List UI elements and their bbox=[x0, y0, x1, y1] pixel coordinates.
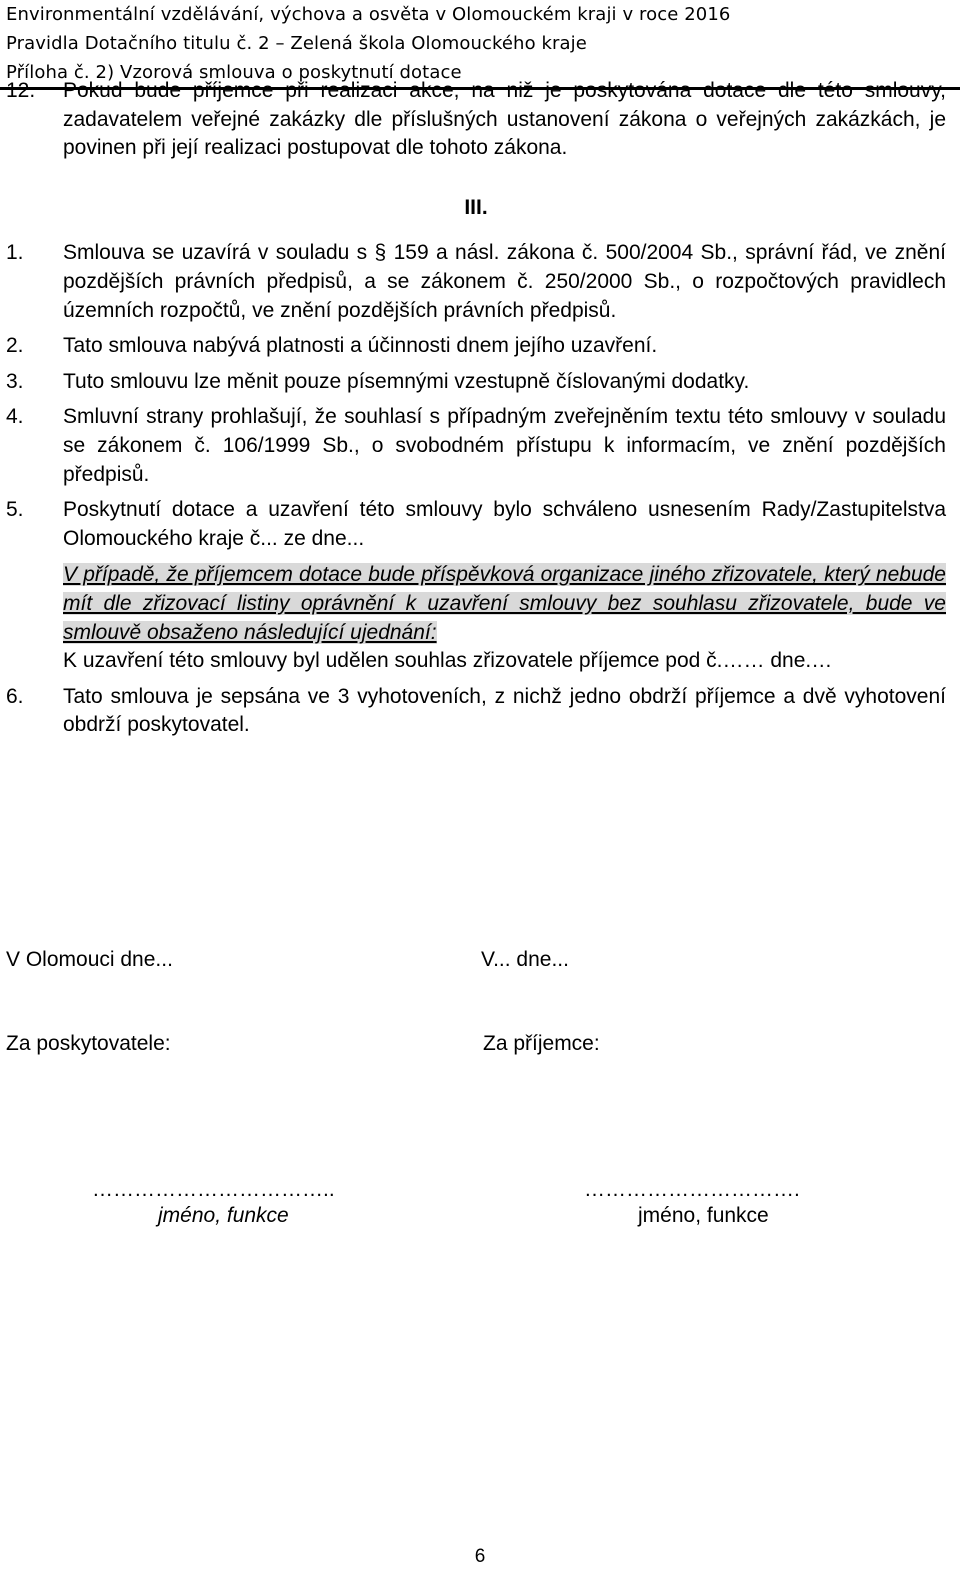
place-date-right: V... dne... bbox=[481, 948, 569, 971]
paragraph-2 bbox=[6, 332, 946, 361]
paragraph-number: 4. bbox=[6, 405, 24, 429]
signature-block bbox=[6, 946, 946, 1231]
paragraph-text: Smlouva se uzavírá v souladu s § 159 a násl. zákona č. 500/2004 Sb., správní řád, ve znění pozdějších právních předpisů, a se zákonem č. 250/2000 Sb., o rozpočtových pravidlech územních rozpočtů, ve znění pozdějších právních předpisů. bbox=[63, 241, 946, 322]
paragraph-text: Tato smlouva nabývá platnosti a účinnosti dnem jejího uzavření. bbox=[63, 334, 658, 358]
header-line-2: Pravidla Dotačního titulu č. 2 – Zelená škola Olomouckého kraje bbox=[6, 33, 587, 54]
paragraph-4 bbox=[6, 403, 946, 489]
paragraph-number: 12. bbox=[6, 79, 36, 102]
party-left: Za poskytovatele: bbox=[6, 1032, 171, 1055]
paragraph-text: Pokud bude příjemce při realizaci akce, na niž je poskytována dotace dle této smlouvy, zadavatelem veřejné zakázky dle příslušných ustanovení zákona o veřejných zakázkách, je povinen při její realizaci postupovat dle tohoto zákona. bbox=[63, 79, 946, 160]
party-row bbox=[6, 1030, 946, 1059]
paragraph-number: 3. bbox=[6, 369, 24, 393]
highlighted-instruction: V případě, že příjemcem dotace bude příspěvková organizace jiného zřizovatele, který nebude mít dle zřizovací listiny oprávnění k uzavření smlouvy bez souhlasu zřizovatele, bude ve smlouvě obsaženo následující ujednání: bbox=[63, 563, 946, 644]
signature-role-left: jméno, funkce bbox=[158, 1204, 289, 1227]
paragraph-1 bbox=[6, 239, 946, 325]
consent-clause: K uzavření této smlouvy byl udělen souhlas zřizovatele příjemce pod č.…… dne.… bbox=[63, 649, 833, 673]
signature-lines-row bbox=[6, 1176, 946, 1205]
paragraph-6 bbox=[6, 683, 946, 740]
signature-role-row bbox=[6, 1202, 946, 1231]
signature-line-right: …………………………. bbox=[584, 1178, 800, 1201]
page-number: 6 bbox=[474, 1546, 486, 1567]
paragraph-3 bbox=[6, 368, 946, 397]
paragraph-text: Smluvní strany prohlašují, že souhlasí s případným zveřejněním textu této smlouvy v souladu se zákonem č. 106/1999 Sb., o svobodném přístupu k informacím, ve znění pozdějších předpisů. bbox=[63, 405, 946, 486]
paragraph-text: Poskytnutí dotace a uzavření této smlouvy bylo schváleno usnesením Rady/Zastupitelstva Olomouckého kraje č... ze dne... bbox=[63, 498, 946, 550]
party-right: Za příjemce: bbox=[483, 1032, 600, 1055]
paragraph-text: Tato smlouva je sepsána ve 3 vyhotoveních, z nichž jedno obdrží příjemce a dvě vyhotovení obdrží poskytovatel. bbox=[63, 684, 946, 737]
signature-line-left: …………………………….. bbox=[92, 1178, 335, 1201]
paragraph-text: Tuto smlouvu lze měnit pouze písemnými vzestupně číslovanými dodatky. bbox=[63, 369, 750, 393]
paragraph-number: 2. bbox=[6, 334, 24, 358]
place-date-left: V Olomouci dne... bbox=[6, 948, 173, 971]
paragraph-12 bbox=[6, 77, 946, 163]
paragraph-5 bbox=[6, 496, 946, 676]
place-date-row bbox=[6, 946, 946, 975]
header-line-3: Příloha č. 2) Vzorová smlouva o poskytnutí dotace bbox=[6, 62, 462, 83]
signature-role-right: jméno, funkce bbox=[638, 1204, 769, 1227]
header-line-1: Environmentální vzdělávání, výchova a osvěta v Olomouckém kraji v roce 2016 bbox=[6, 4, 731, 25]
document-header bbox=[6, 0, 946, 87]
paragraph-number: 6. bbox=[6, 684, 24, 708]
conditional-note bbox=[63, 561, 946, 647]
paragraph-number: 5. bbox=[6, 498, 24, 522]
document-body bbox=[6, 77, 946, 740]
section-heading: III. bbox=[464, 195, 488, 219]
paragraph-number: 1. bbox=[6, 241, 24, 265]
